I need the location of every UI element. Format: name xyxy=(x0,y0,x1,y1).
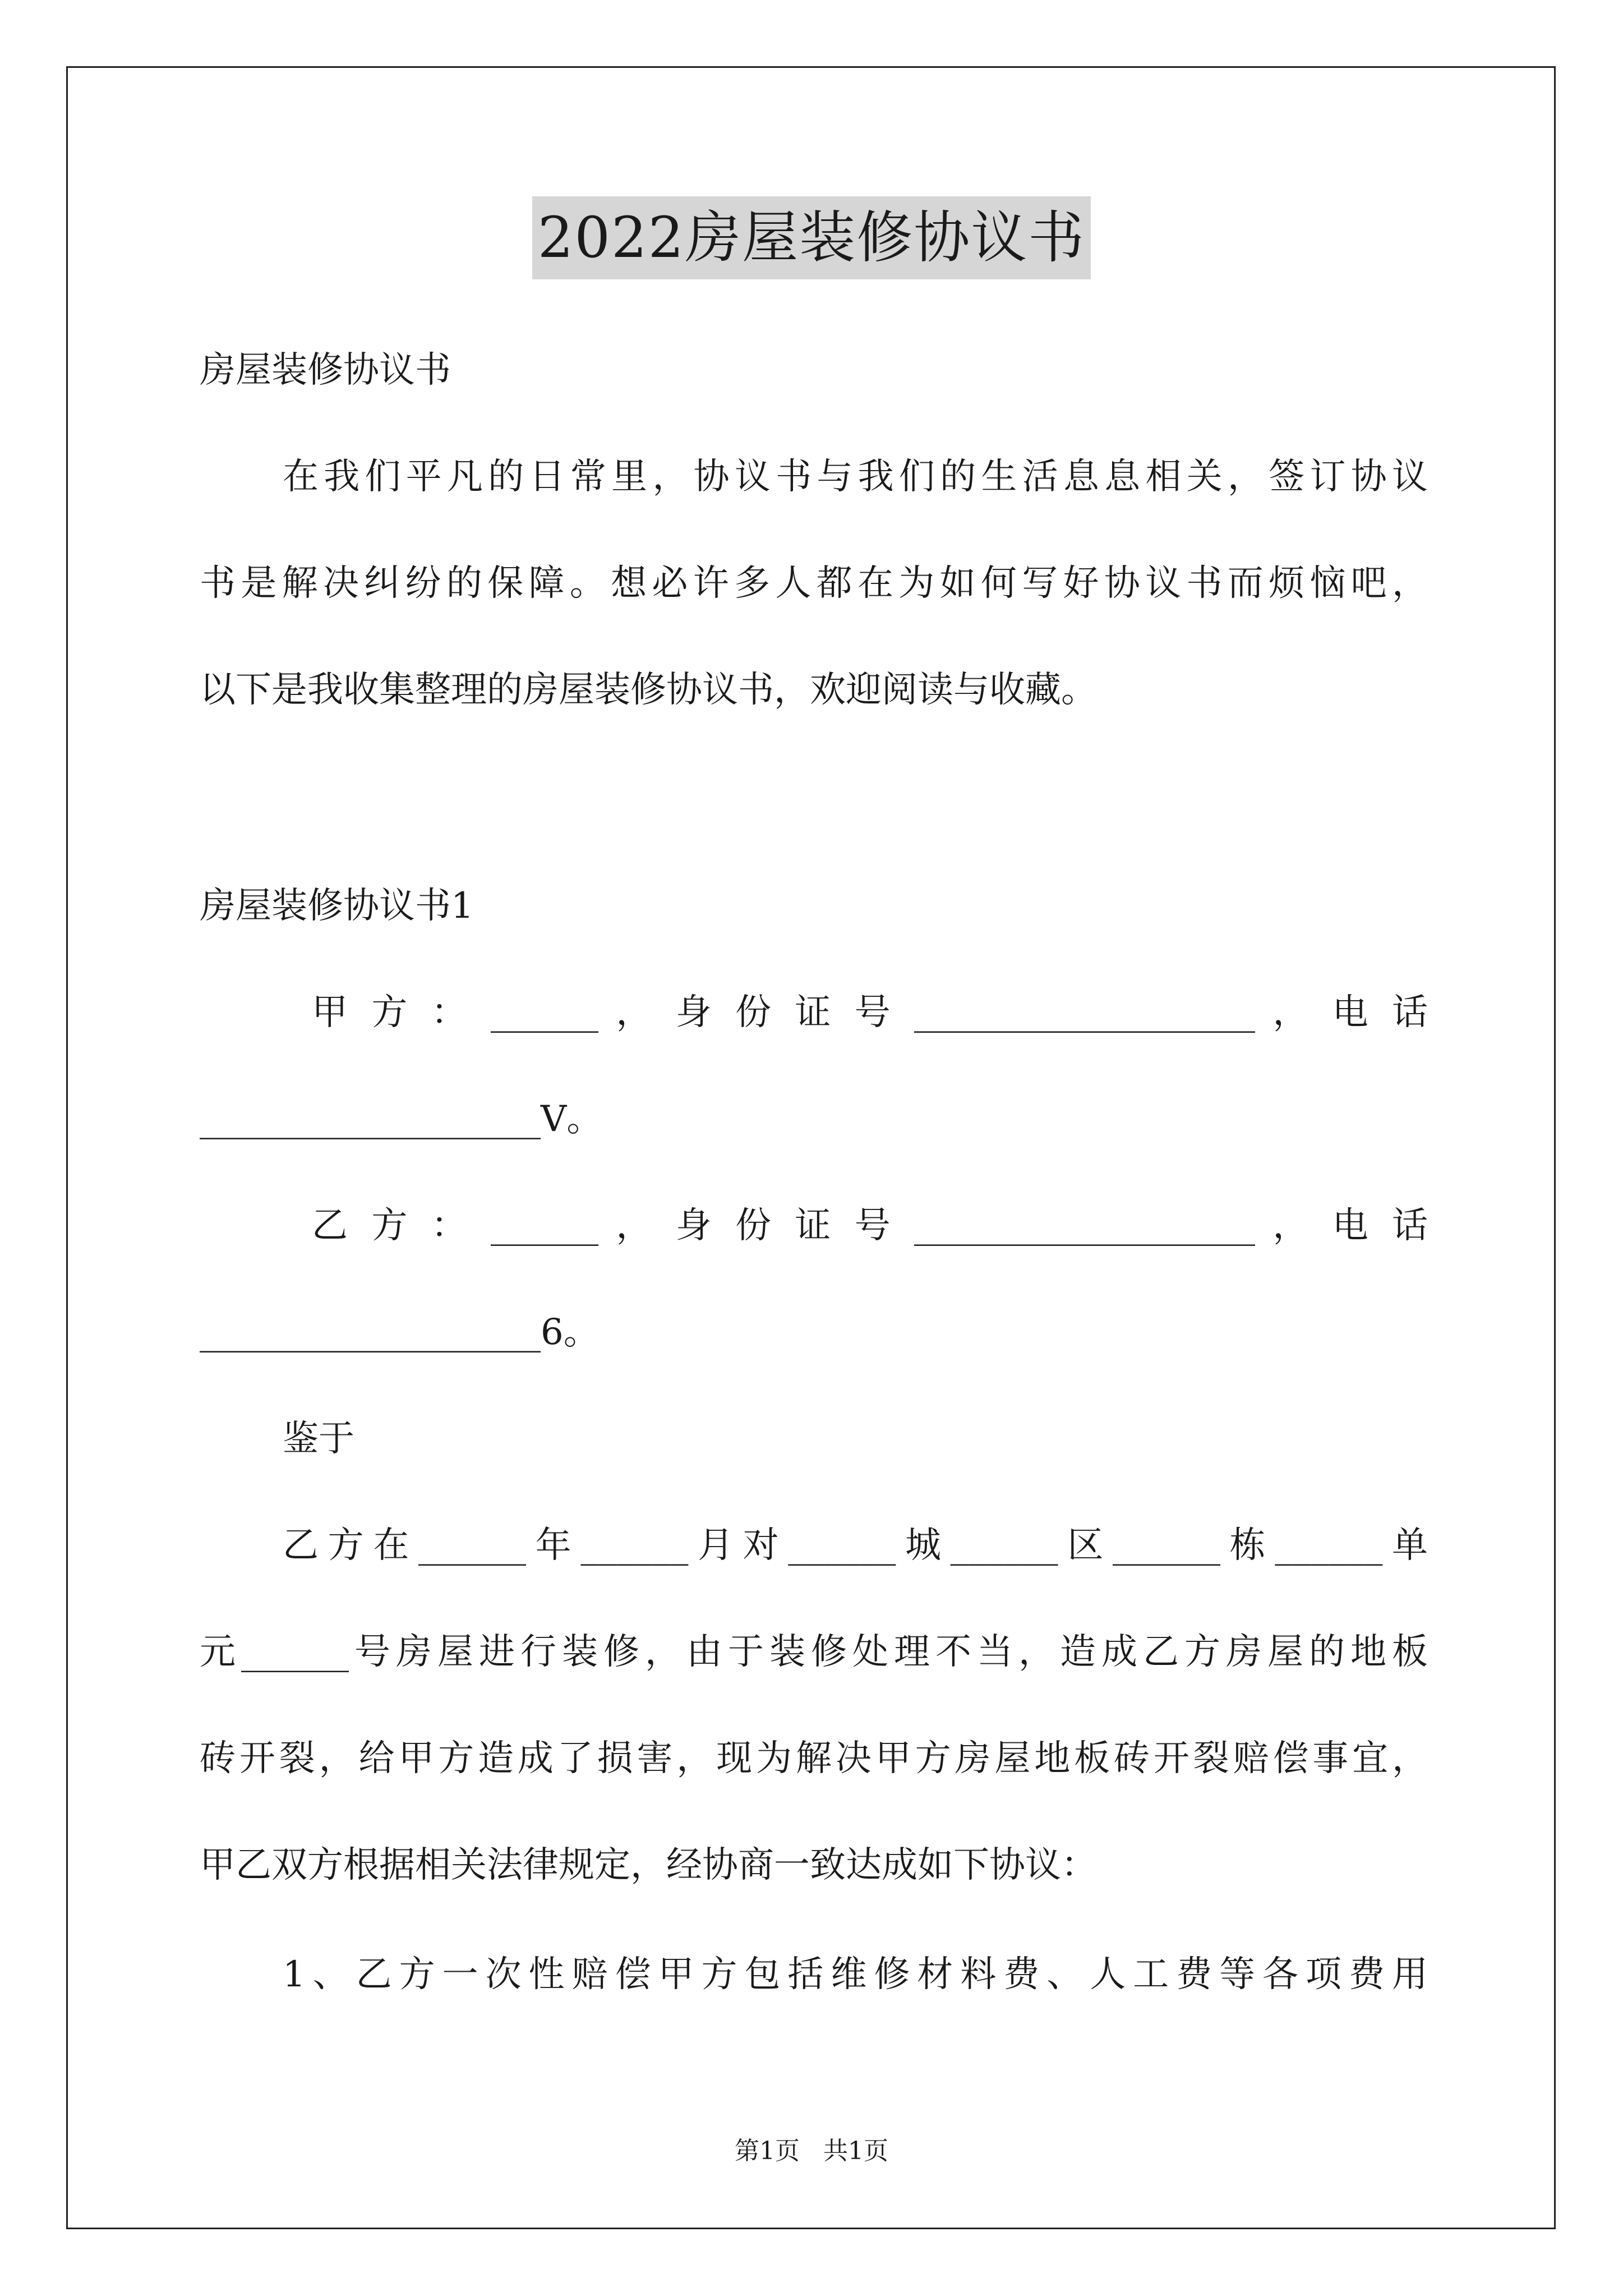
title-container xyxy=(0,196,1623,279)
document-title: 2022房屋装修协议书 xyxy=(532,196,1091,279)
body-paragraph-line-1: 乙方在______年______月对______城______区______栋______单 xyxy=(283,1525,1428,1566)
party-a-phone-line: ___________________V。 xyxy=(200,1098,603,1140)
body-paragraph-line-4: 甲乙双方根据相关法律规定，经协商一致达成如下协议： xyxy=(200,1844,1097,1886)
agreement-heading: 房屋装修协议书1 xyxy=(200,885,474,927)
party-b-phone-line: ___________________6。 xyxy=(200,1312,600,1353)
party-a-line: 甲 方 ： ______ ， 身 份 证 号 ___________________ ， 电 话 xyxy=(312,992,1428,1033)
body-paragraph-line-2: 元______号房屋进行装修，由于装修处理不当，造成乙方房屋的地板 xyxy=(200,1631,1428,1673)
section-heading: 房屋装修协议书 xyxy=(200,349,451,391)
body-paragraph-line-3: 砖开裂，给甲方造成了损害，现为解决甲方房屋地板砖开裂赔偿事宜， xyxy=(200,1738,1428,1779)
party-b-line: 乙 方 ： ______ ， 身 份 证 号 ___________________ ， 电 话 xyxy=(312,1205,1428,1246)
intro-paragraph-line-3: 以下是我收集整理的房屋装修协议书，欢迎阅读与收藏。 xyxy=(200,669,1097,711)
page-footer: 第1页 共1页 xyxy=(735,2137,888,2165)
whereas-heading: 鉴于 xyxy=(283,1418,354,1460)
clause-1-line: 1、乙方一次性赔偿甲方包括维修材料费、人工费等各项费用 xyxy=(283,1954,1428,1995)
intro-paragraph-line-1: 在我们平凡的日常里，协议书与我们的生活息息相关，签订协议 xyxy=(283,456,1428,498)
intro-paragraph-line-2: 书是解决纠纷的保障。想必许多人都在为如何写好协议书而烦恼吧， xyxy=(200,563,1428,604)
